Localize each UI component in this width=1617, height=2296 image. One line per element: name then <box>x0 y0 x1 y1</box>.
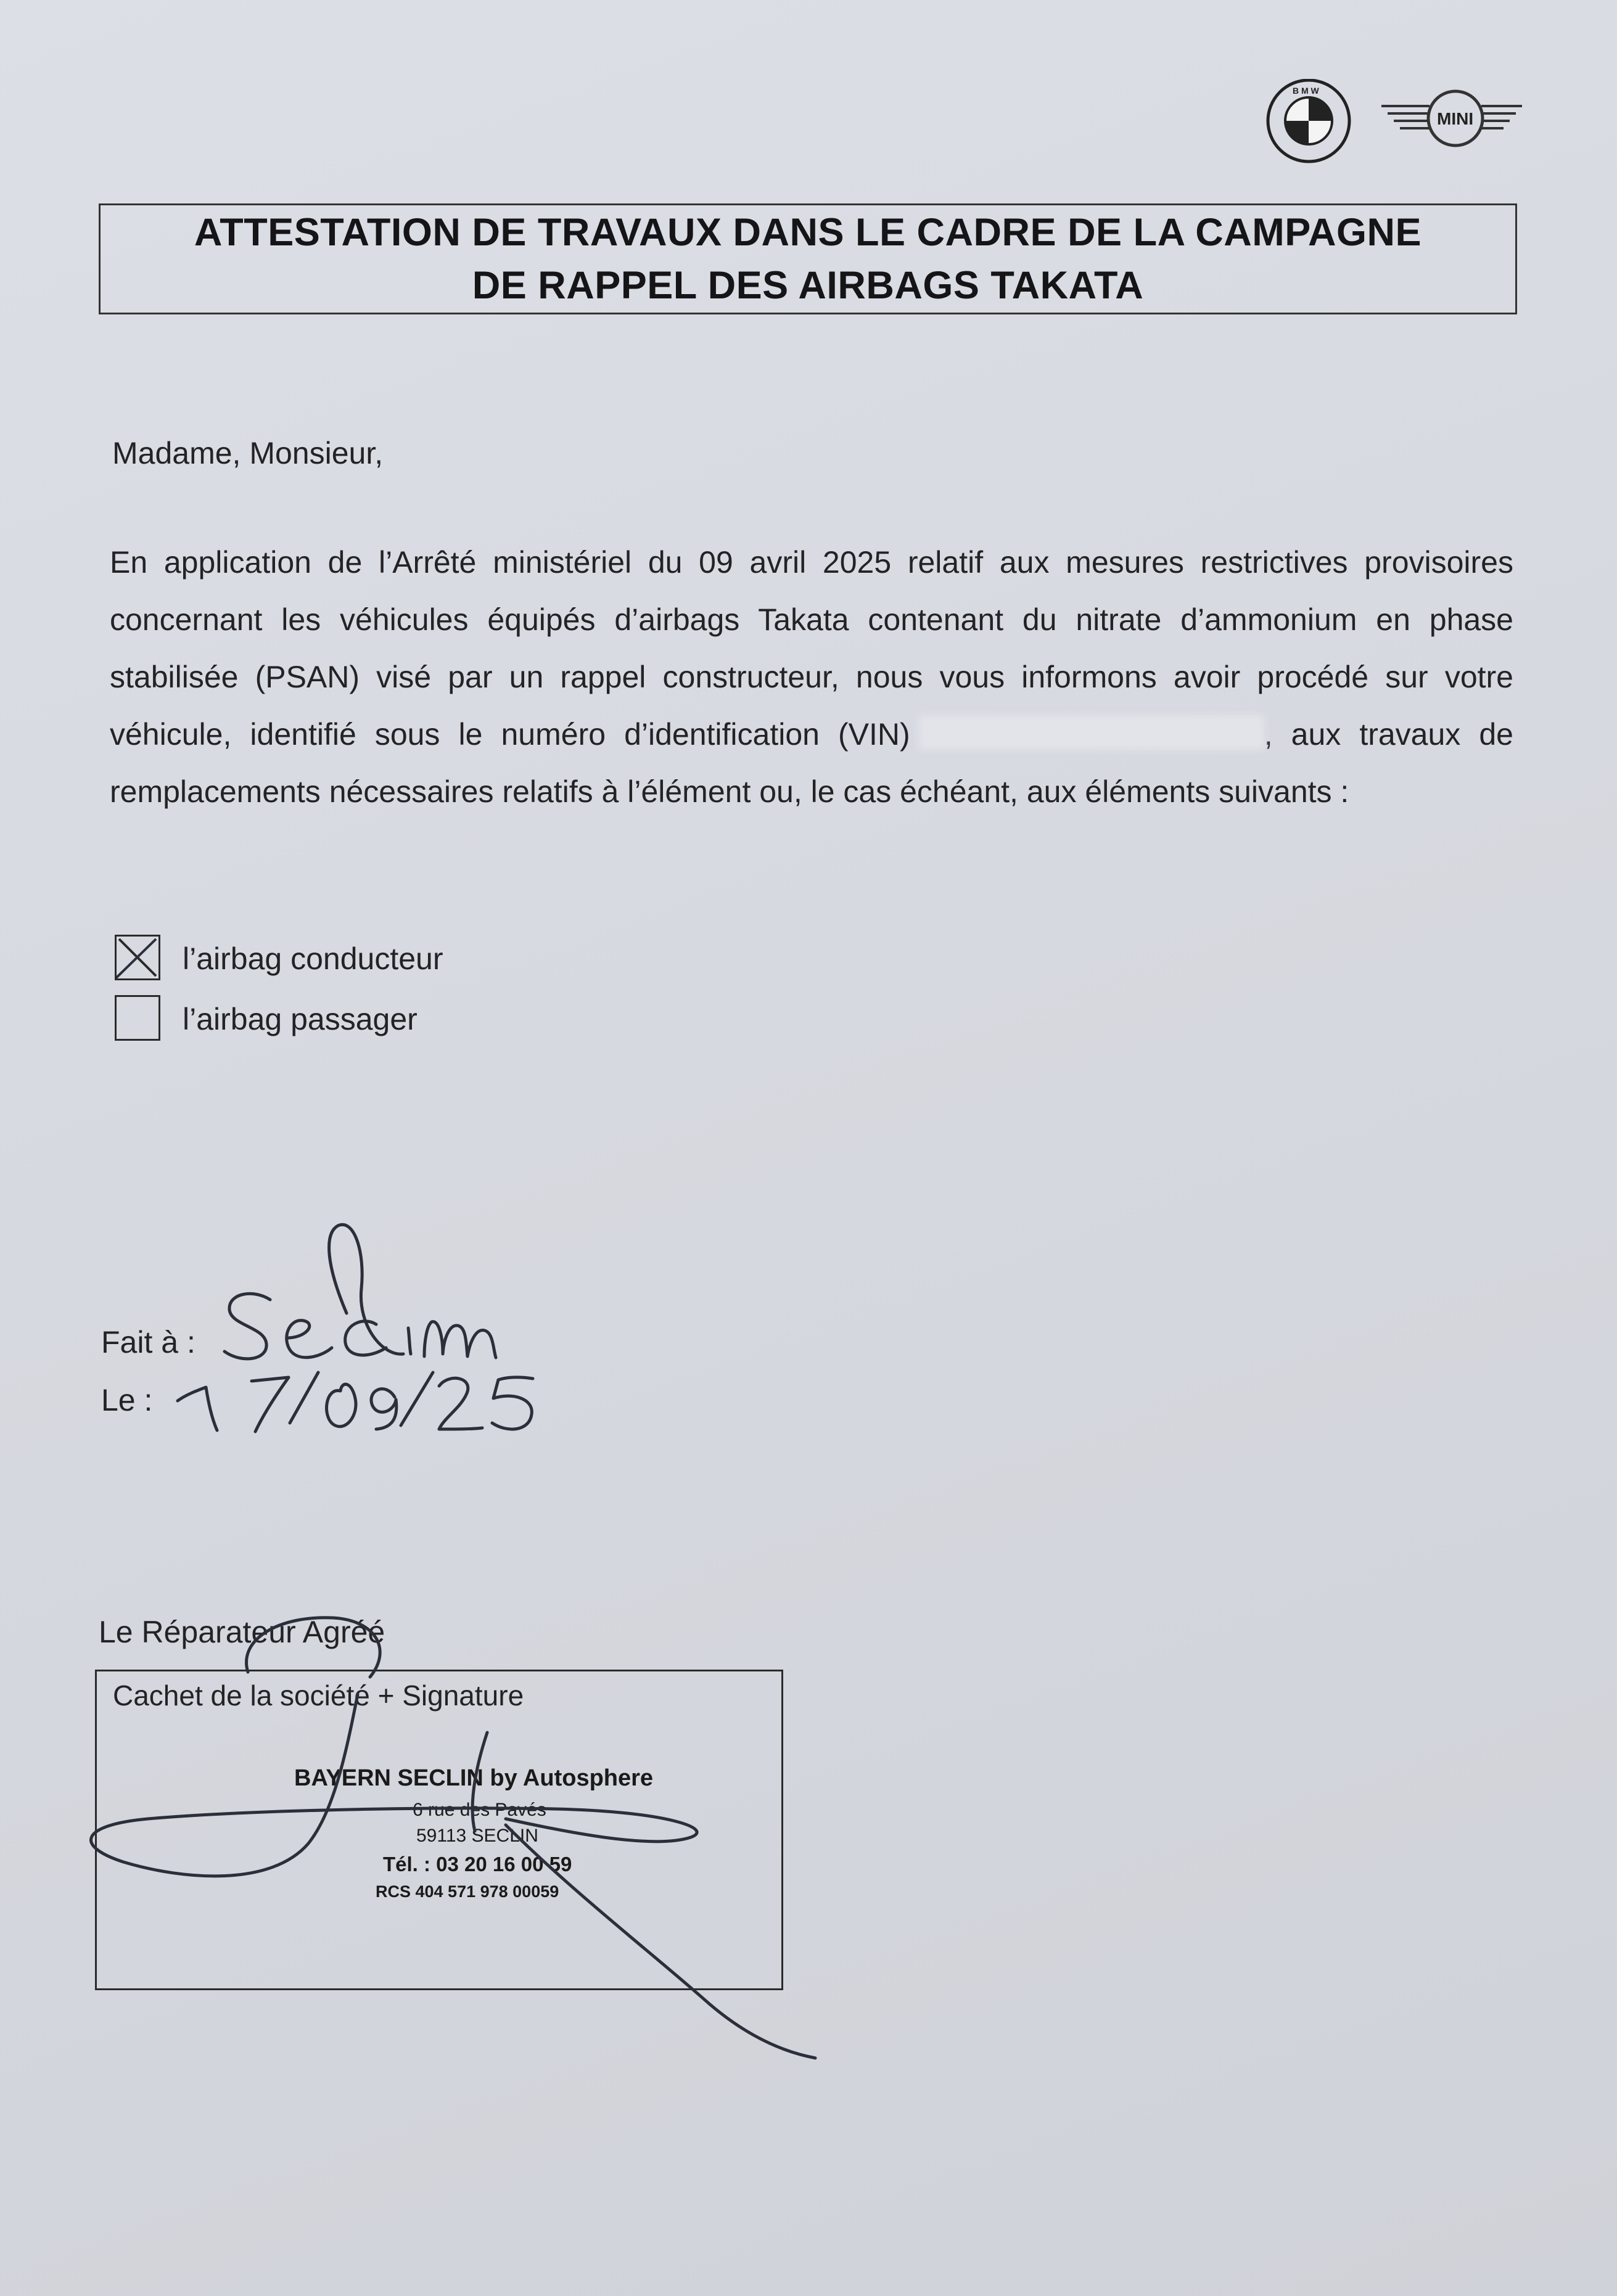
checkbox-label-passager: l’airbag passager <box>183 1002 418 1036</box>
checkbox-label-conducteur: l’airbag conducteur <box>183 941 443 976</box>
mini-letters: MINI <box>1437 109 1474 128</box>
handwritten-place <box>224 1224 496 1359</box>
checkbox-airbag-conducteur[interactable] <box>115 935 160 980</box>
stamp-company: BAYERN SECLIN by Autosphere <box>294 1765 654 1791</box>
checkbox-cross-mark <box>117 937 158 978</box>
stamp-phone: Tél. : 03 20 16 00 59 <box>383 1853 572 1876</box>
salutation: Madame, Monsieur, <box>112 436 384 470</box>
title-line-2: DE RAPPEL DES AIRBAGS TAKATA <box>472 264 1144 307</box>
handwritten-date <box>178 1372 533 1432</box>
checkbox-airbag-passager[interactable] <box>115 995 160 1041</box>
vin-redaction <box>919 715 1264 750</box>
repairer-heading: Le Réparateur Agréé <box>99 1615 385 1649</box>
title-box <box>99 203 1517 314</box>
stamp-rcs: RCS 404 571 978 00059 <box>376 1882 559 1901</box>
stamp-city: 59113 SECLIN <box>416 1826 538 1846</box>
body-paragraph <box>110 534 1513 821</box>
title-line-1: ATTESTATION DE TRAVAUX DANS LE CADRE DE LA CAMPAGNE <box>194 211 1422 254</box>
bmw-letters: B M W <box>1293 86 1319 96</box>
brand-logos <box>1264 79 1523 165</box>
bmw-roundel-icon <box>1268 80 1349 162</box>
body-text-part2: , aux travaux de remplacements nécessaires relatifs à l’élément ou, le cas échéant, aux éléments suivants : <box>110 717 1513 809</box>
fait-a-label: Fait à : <box>101 1325 195 1359</box>
body-text-part1: En application de l’Arrêté ministériel du 09 avril 2025 relatif aux mesures restrictives provisoires concernant les véhicules équipés d’airbags Takata contenant du nitrate d’ammonium en phase stabilisée (PSAN) visé par un rappel constructeur, nous vous informons avoir procédé sur votre véhicule, identifié sous le numéro d’identification (VIN) <box>110 545 1513 752</box>
stamp-signature-box <box>95 1670 783 1990</box>
stamp-street: 6 rue des Pavés <box>413 1800 546 1820</box>
date-label: Le : <box>101 1383 153 1417</box>
stamp-box-label: Cachet de la société + Signature <box>113 1679 524 1712</box>
mini-wings-icon <box>1381 91 1522 146</box>
